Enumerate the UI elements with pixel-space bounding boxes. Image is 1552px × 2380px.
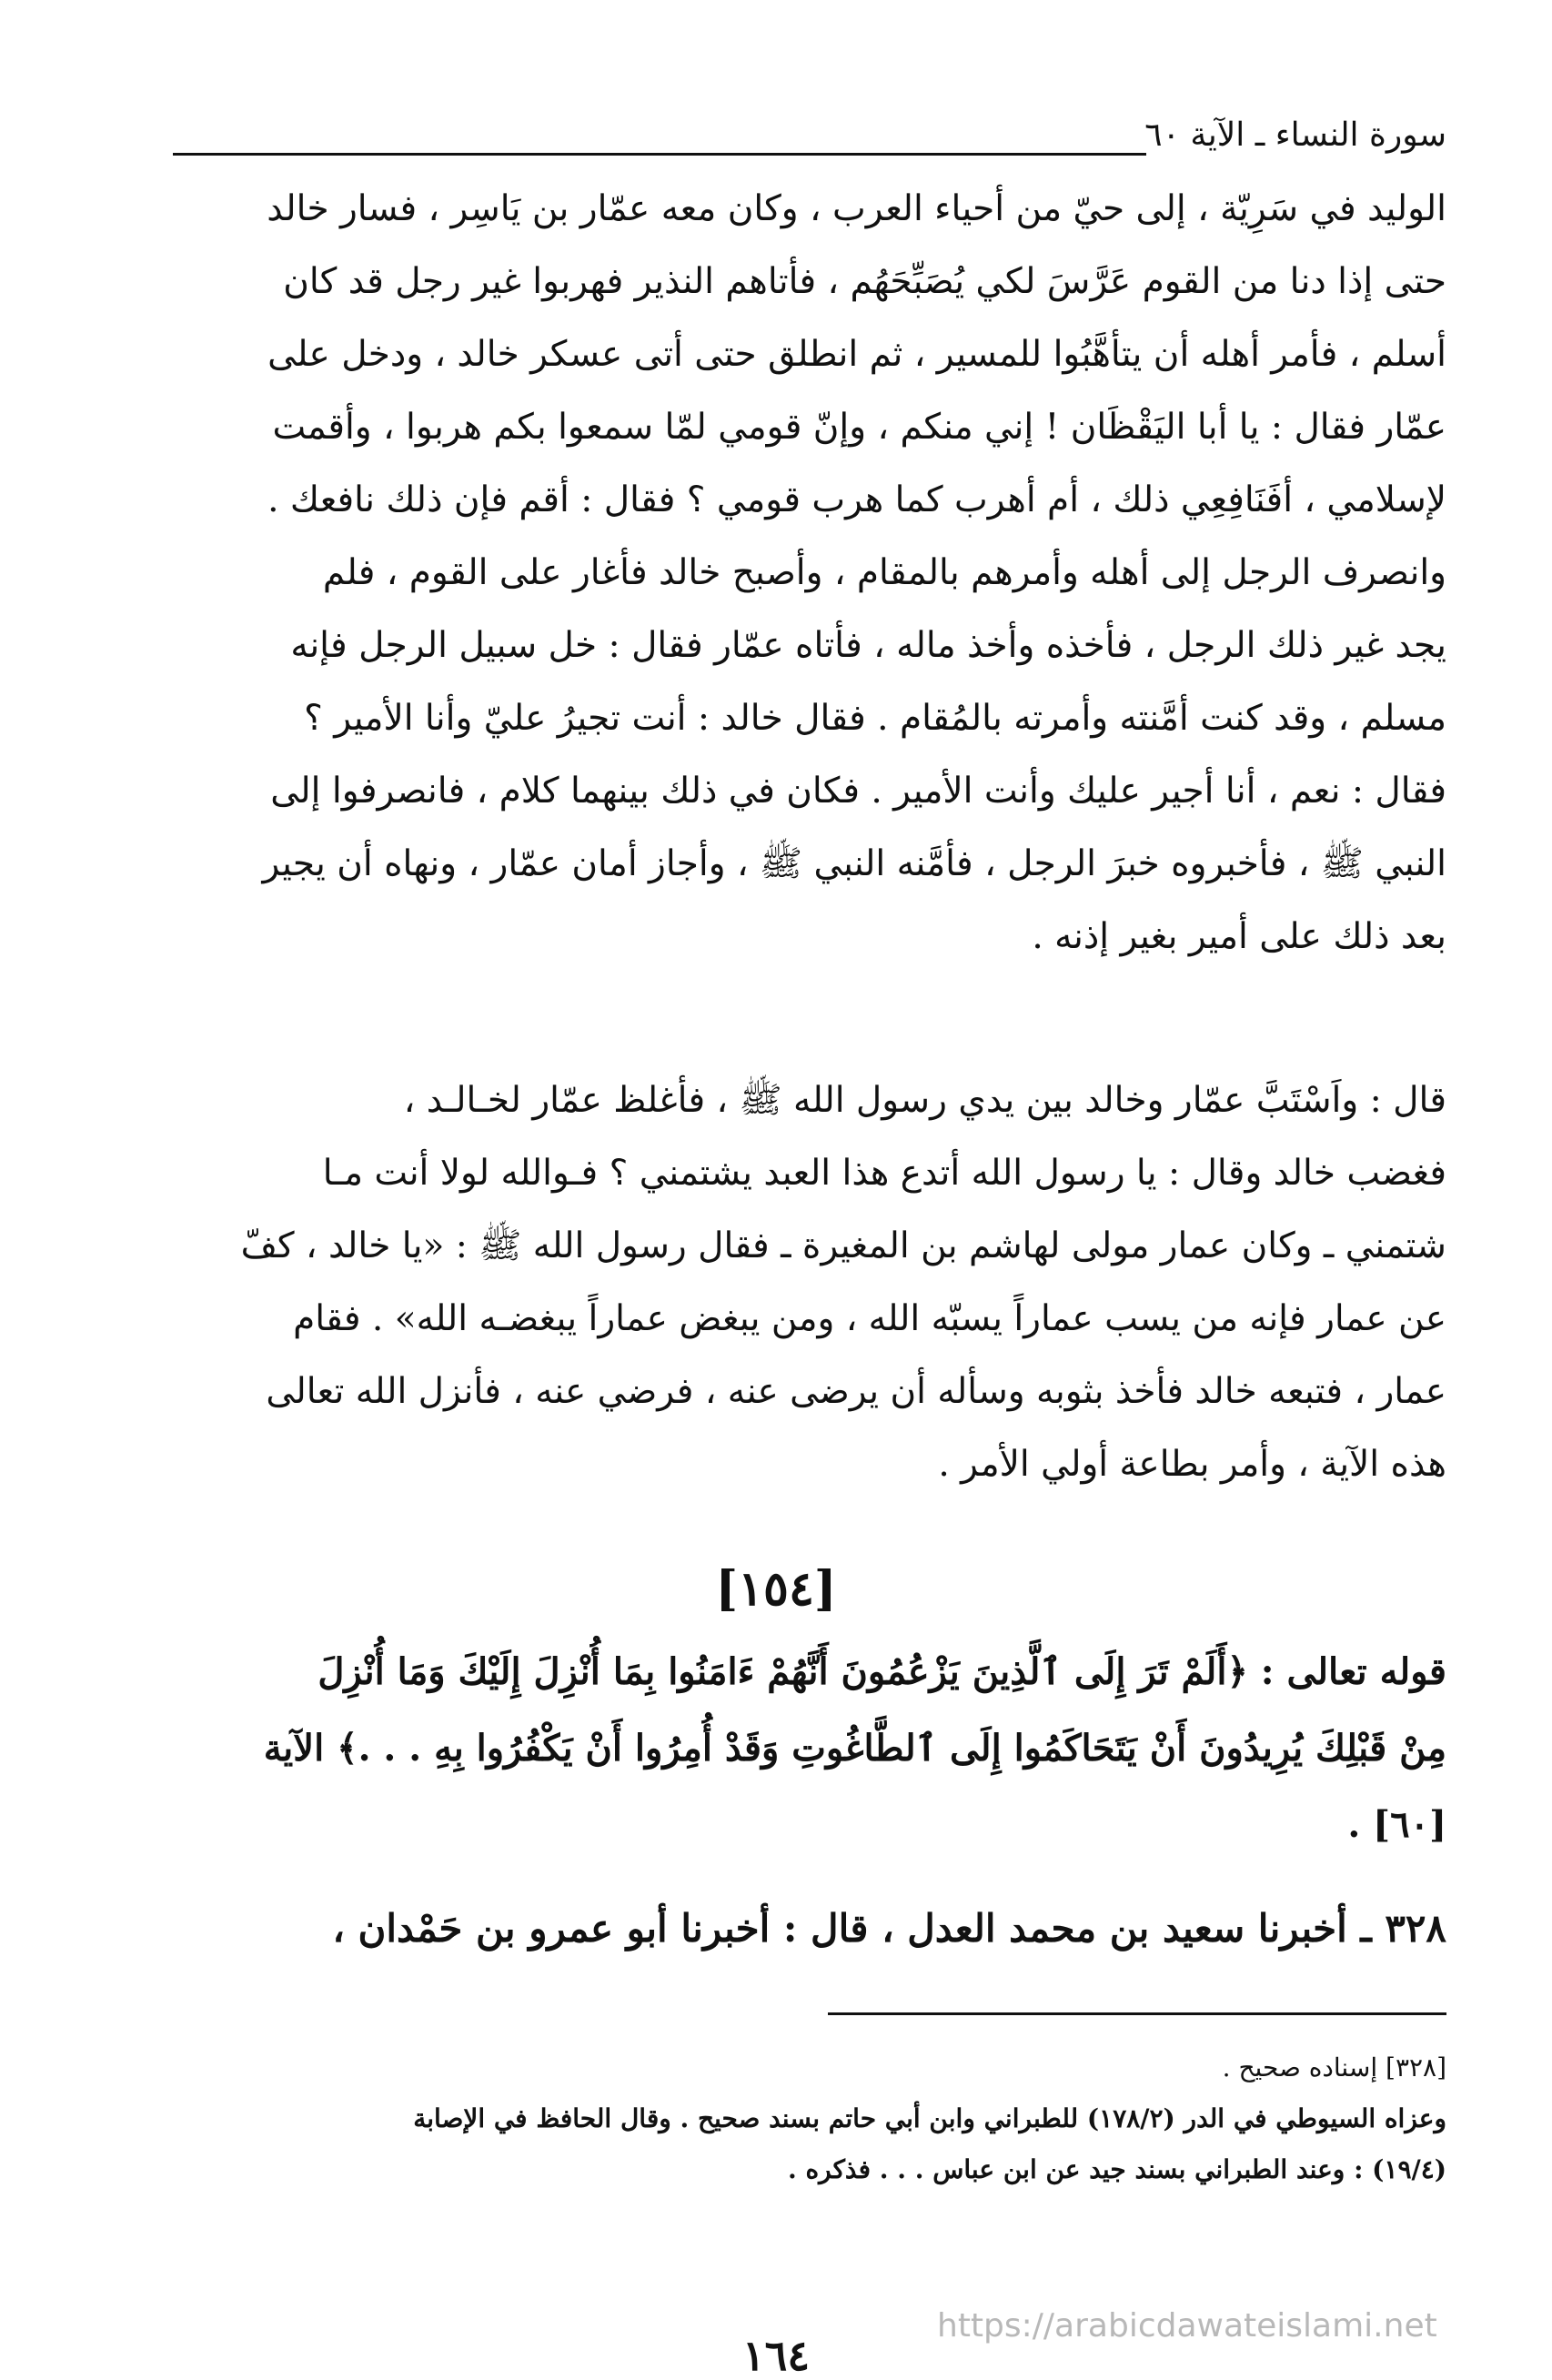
text-line: فغضب خالد وقال : يا رسول الله أتدع هذا العبد يشتمني ؟ فـوالله لولا أنت مـا <box>322 1153 1446 1194</box>
text-line: بعد ذلك على أمير بغير إذنه . <box>1032 916 1446 957</box>
running-header <box>173 116 1446 154</box>
text-line: عمار ، فتبعه خالد فأخذ بثوبه وسأله أن يرضى عنه ، فرضي عنه ، فأنزل الله تعالى <box>266 1371 1446 1412</box>
header-rule <box>173 153 1146 156</box>
text-line: لإسلامي ، أفَنَافِعِي ذلك ، أم أهرب كما هرب قومي ؟ فقال : أقم فإن ذلك نافعك . <box>267 479 1446 520</box>
hadith-chain-line: ٣٢٨ ـ أخبرنا سعيد بن محمد العدل ، قال : أخبرنا أبو عمرو بن حَمْدان ، <box>332 1906 1446 1951</box>
text-line: عمّار فقال : يا أبا اليَقْظَان ! إني منكم ، وإنّ قومي لمّا سمعوا بكم هربوا ، وأقمت <box>272 407 1446 448</box>
text-line: النبي ﷺ ، فأخبروه خبرَ الرجل ، فأمَّنه النبي ﷺ ، وأجاز أمان عمّار ، ونهاه أن يجير <box>262 843 1446 884</box>
text-line: شتمني ـ وكان عمار مولى لهاشم بن المغيرة ـ فقال رسول الله ﷺ : «يا خالد ، كفّ <box>240 1225 1446 1266</box>
paragraph-2 <box>173 1064 1446 1501</box>
text-line: هذه الآية ، وأمر بطاعة أولي الأمر . <box>938 1444 1446 1485</box>
text-line: قال : واَسْتَبَّ عمّار وخالد بين يدي رسول الله ﷺ ، فأغلظ عمّار لخـالـد ، <box>403 1080 1446 1121</box>
text-line: فقال : نعم ، أنا أجير عليك وأنت الأمير . فكان في ذلك بينهما كلام ، فانصرفوا إلى <box>270 771 1446 812</box>
text-line: الوليد في سَرِيّة ، إلى حيّ من أحياء العرب ، وكان معه عمّار بن يَاسِر ، فسار خالد <box>267 188 1446 229</box>
text-line: وانصرف الرجل إلى أهله وأمرهم بالمقام ، وأصبح خالد فأغار على القوم ، فلم <box>322 552 1446 593</box>
footnote-rule <box>828 2012 1446 2015</box>
footnote-line: [٣٢٨] إسناده صحيح . <box>1222 2052 1446 2082</box>
text-line: عن عمار فإنه من يسب عماراً يسبّه الله ، ومن يبغض عماراً يبغضـه الله» . فقام <box>293 1298 1446 1339</box>
text-line: حتى إذا دنا من القوم عَرَّسَ لكي يُصَبِّحَهُم ، فأتاهم النذير فهربوا غير رجل قد كان <box>283 261 1446 302</box>
section-number: [١٥٤] <box>715 1561 837 1617</box>
watermark-url: https://arabicdawateislami.net <box>937 2307 1437 2345</box>
text-line: أسلم ، فأمر أهله أن يتأهَّبُوا للمسير ، ثم انطلق حتى أتى عسكر خالد ، ودخل على <box>267 334 1446 375</box>
verse-line: [٦٠] . <box>1347 1803 1446 1846</box>
text-line: يجد غير ذلك الرجل ، فأخذه وأخذ ماله ، فأتاه عمّار فقال : خل سبيل الرجل فإنه <box>290 625 1446 666</box>
verse-line: قوله تعالى : ﴿أَلَمْ تَرَ إِلَى ٱلَّذِينَ يَزْعُمُونَ أَنَّهُمْ ءَامَنُوا بِمَا أُنْزِلَ إِلَيْكَ وَمَا أُنْزِلَ <box>317 1650 1446 1693</box>
quran-verse-block <box>173 1634 1446 1863</box>
verse-line: مِنْ قَبْلِكَ يُرِيدُونَ أَنْ يَتَحَاكَمُوا إِلَى ٱلطَّاغُوتِ وَقَدْ أُمِرُوا أَنْ يَكْفُرُوا بِهِ . . .﴾ الآية <box>263 1727 1446 1770</box>
paragraph-1 <box>173 173 1446 973</box>
footnote-line: وعزاه السيوطي في الدر (١٧٨/٢) للطبراني وابن أبي حاتم بسند صحيح . وقال الحافظ في الإصابة <box>413 2103 1446 2133</box>
text-line: مسلم ، وقد كنت أمَّنته وأمرته بالمُقام . فقال خالد : أنت تجيرُ عليّ وأنا الأمير ؟ <box>304 698 1446 739</box>
page-number: ١٦٤ <box>741 2331 811 2380</box>
header-title: سورة النساء ـ الآية ٦٠ <box>1144 116 1446 154</box>
footnotes <box>173 2042 1446 2195</box>
footnote-line: (١٩/٤) : وعند الطبراني بسند جيد عن ابن عباس . . . فذكره . <box>787 2154 1446 2184</box>
